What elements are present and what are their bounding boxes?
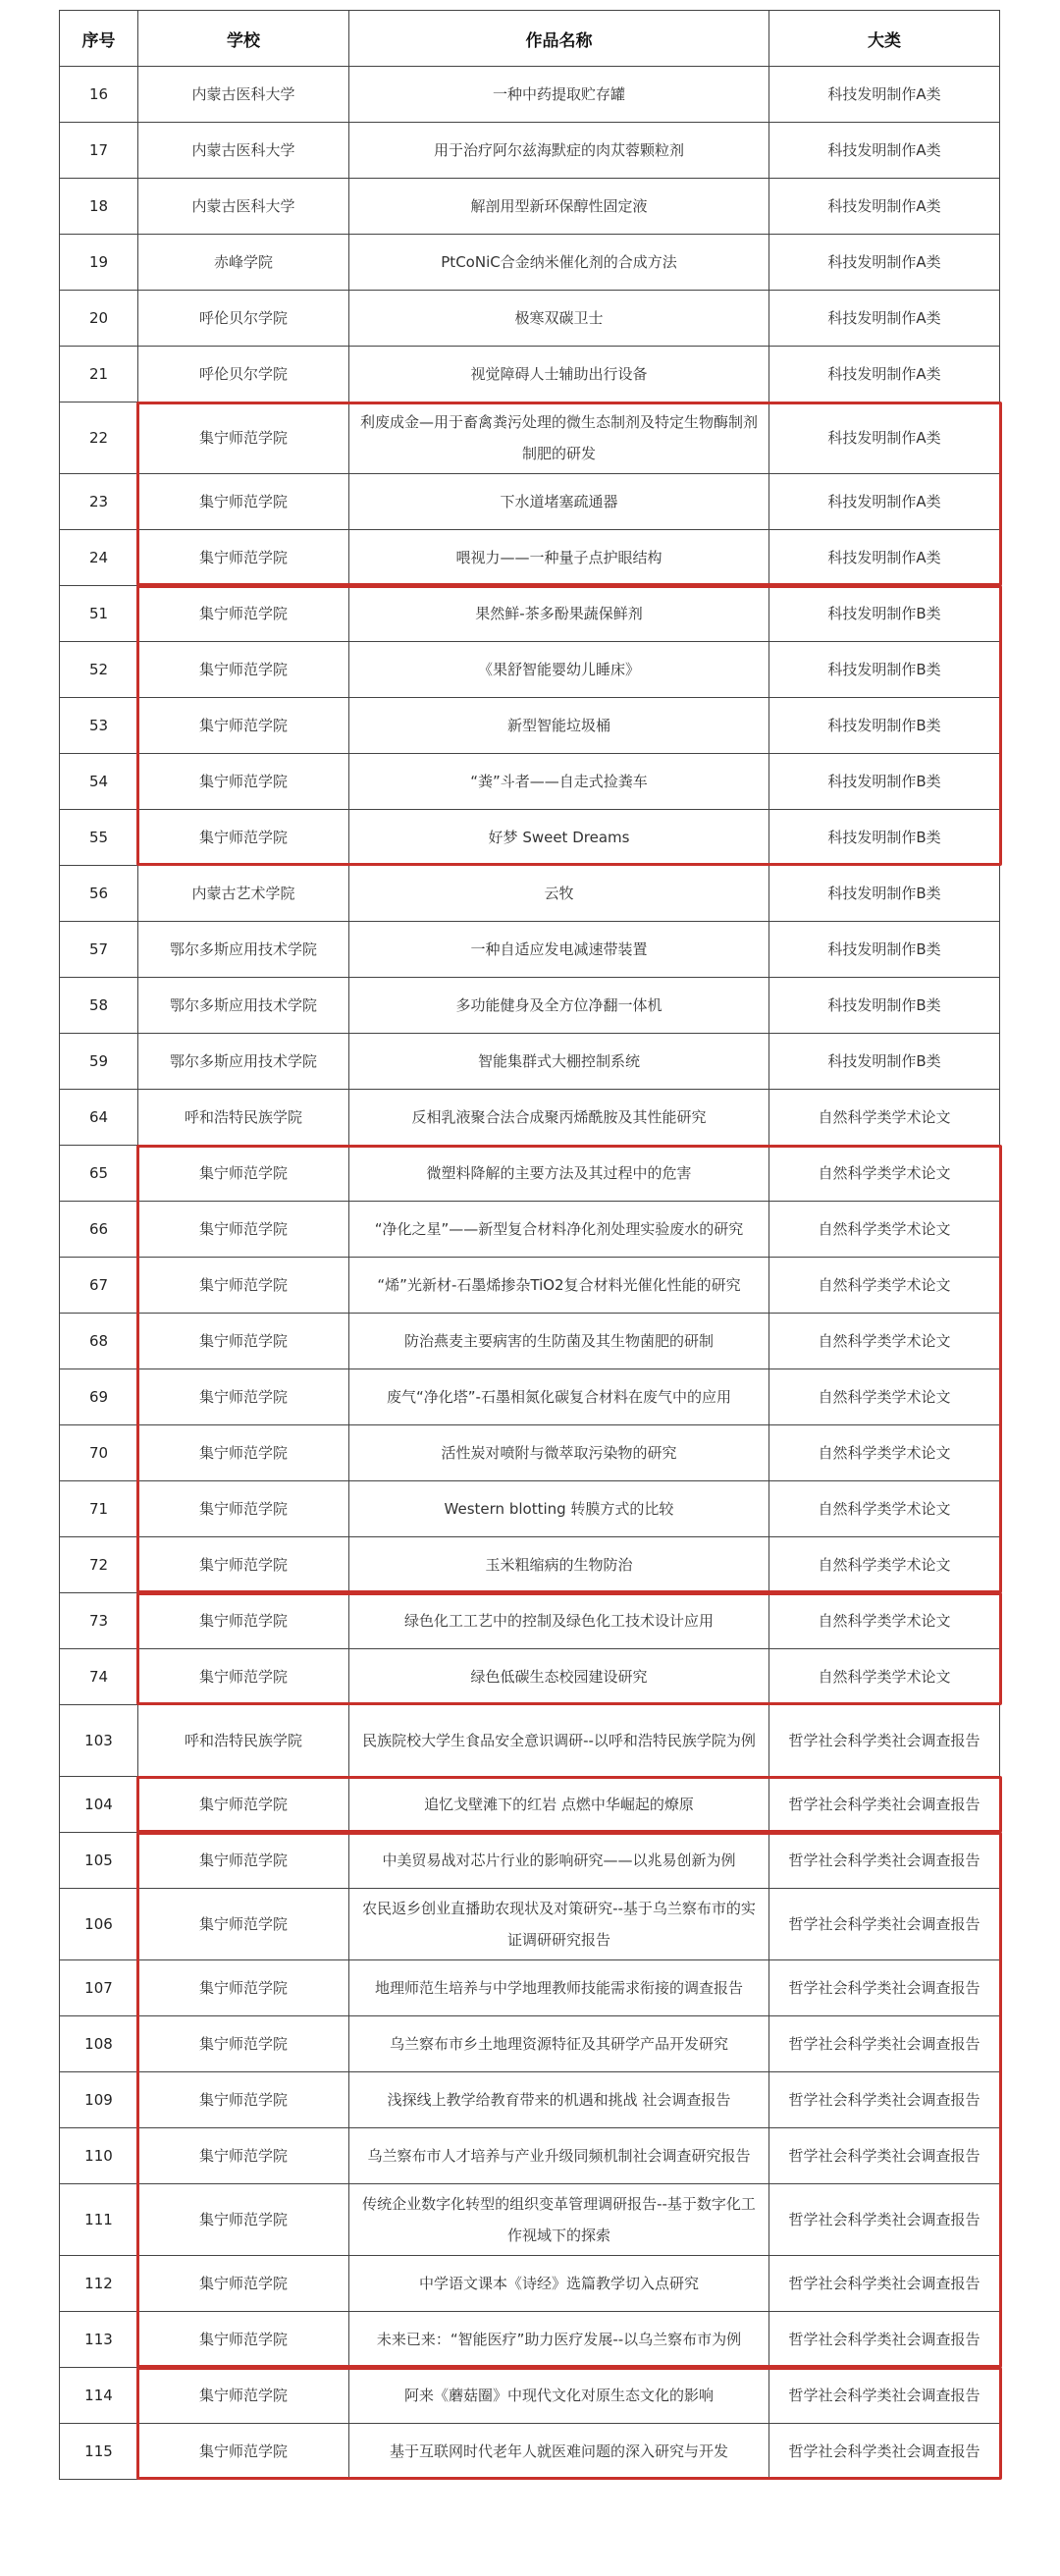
row-school: 呼伦贝尔学院	[138, 347, 349, 402]
row-category: 科技发明制作B类	[769, 978, 1000, 1034]
row-title: 未来已来：“智能医疗”助力医疗发展--以乌兰察布市为例	[349, 2312, 769, 2368]
row-title: 基于互联网时代老年人就医难问题的深入研究与开发	[349, 2424, 769, 2480]
row-school: 集宁师范学院	[138, 1777, 349, 1833]
table-row	[60, 123, 1000, 179]
table-row	[60, 291, 1000, 347]
table-row	[60, 2312, 1000, 2368]
row-title: “烯”光新材-石墨烯掺杂TiO2复合材料光催化性能的研究	[349, 1258, 769, 1314]
table-row	[60, 754, 1000, 810]
row-school: 内蒙古艺术学院	[138, 866, 349, 922]
row-number: 65	[60, 1146, 138, 1202]
row-category: 自然科学类学术论文	[769, 1258, 1000, 1314]
row-school: 集宁师范学院	[138, 2184, 349, 2256]
table-row	[60, 922, 1000, 978]
table-row	[60, 1593, 1000, 1649]
row-school: 集宁师范学院	[138, 1146, 349, 1202]
row-number: 71	[60, 1481, 138, 1537]
row-title: 乌兰察布市乡土地理资源特征及其研学产品开发研究	[349, 2016, 769, 2072]
row-number: 55	[60, 810, 138, 866]
row-title: 绿色低碳生态校园建设研究	[349, 1649, 769, 1705]
row-category: 科技发明制作A类	[769, 402, 1000, 474]
table-row	[60, 978, 1000, 1034]
row-school: 集宁师范学院	[138, 2368, 349, 2424]
row-category: 哲学社会科学类社会调查报告	[769, 1960, 1000, 2016]
row-category: 科技发明制作B类	[769, 642, 1000, 698]
table-row	[60, 530, 1000, 586]
row-category: 自然科学类学术论文	[769, 1481, 1000, 1537]
table-row	[60, 698, 1000, 754]
table-row	[60, 2128, 1000, 2184]
table-row	[60, 1258, 1000, 1314]
row-school: 内蒙古医科大学	[138, 67, 349, 123]
table-row	[60, 1537, 1000, 1593]
row-category: 哲学社会科学类社会调查报告	[769, 2256, 1000, 2312]
row-school: 集宁师范学院	[138, 698, 349, 754]
row-category: 哲学社会科学类社会调查报告	[769, 1833, 1000, 1889]
row-category: 自然科学类学术论文	[769, 1537, 1000, 1593]
row-number: 52	[60, 642, 138, 698]
row-school: 集宁师范学院	[138, 2016, 349, 2072]
row-school: 集宁师范学院	[138, 1537, 349, 1593]
row-category: 科技发明制作A类	[769, 123, 1000, 179]
table-row	[60, 2072, 1000, 2128]
row-category: 科技发明制作B类	[769, 922, 1000, 978]
row-title: 《果舒智能婴幼儿睡床》	[349, 642, 769, 698]
table-body	[60, 67, 1000, 2480]
row-title: 追忆戈壁滩下的红岩 点燃中华崛起的燎原	[349, 1777, 769, 1833]
row-school: 呼和浩特民族学院	[138, 1090, 349, 1146]
row-title: 极寒双碳卫士	[349, 291, 769, 347]
table-row	[60, 1369, 1000, 1425]
row-category: 科技发明制作B类	[769, 698, 1000, 754]
row-title: PtCoNiC合金纳米催化剂的合成方法	[349, 235, 769, 291]
row-title: 一种自适应发电减速带装置	[349, 922, 769, 978]
row-number: 103	[60, 1705, 138, 1777]
table-row	[60, 1146, 1000, 1202]
row-number: 18	[60, 179, 138, 235]
row-number: 104	[60, 1777, 138, 1833]
row-title: 中美贸易战对芯片行业的影响研究——以兆易创新为例	[349, 1833, 769, 1889]
row-number: 105	[60, 1833, 138, 1889]
row-title: 多功能健身及全方位净翻一体机	[349, 978, 769, 1034]
row-category: 自然科学类学术论文	[769, 1146, 1000, 1202]
row-title: 农民返乡创业直播助农现状及对策研究--基于乌兰察布市的实证调研研究报告	[349, 1889, 769, 1960]
table-row	[60, 474, 1000, 530]
table-row	[60, 2016, 1000, 2072]
row-number: 22	[60, 402, 138, 474]
row-school: 集宁师范学院	[138, 1593, 349, 1649]
row-number: 72	[60, 1537, 138, 1593]
row-school: 集宁师范学院	[138, 2312, 349, 2368]
table-row	[60, 1960, 1000, 2016]
row-title: 活性炭对喷附与微萃取污染物的研究	[349, 1425, 769, 1481]
row-category: 哲学社会科学类社会调查报告	[769, 1889, 1000, 1960]
table-row	[60, 1090, 1000, 1146]
table-row	[60, 642, 1000, 698]
row-title: 解剖用型新环保醇性固定液	[349, 179, 769, 235]
row-school: 集宁师范学院	[138, 1425, 349, 1481]
row-number: 54	[60, 754, 138, 810]
row-school: 鄂尔多斯应用技术学院	[138, 978, 349, 1034]
row-number: 56	[60, 866, 138, 922]
table-row	[60, 179, 1000, 235]
table-row	[60, 1425, 1000, 1481]
row-number: 51	[60, 586, 138, 642]
row-number: 111	[60, 2184, 138, 2256]
row-category: 科技发明制作B类	[769, 754, 1000, 810]
table-row	[60, 1202, 1000, 1258]
row-category: 哲学社会科学类社会调查报告	[769, 2184, 1000, 2256]
row-category: 哲学社会科学类社会调查报告	[769, 2368, 1000, 2424]
row-category: 自然科学类学术论文	[769, 1202, 1000, 1258]
row-number: 58	[60, 978, 138, 1034]
row-title: Western blotting 转膜方式的比较	[349, 1481, 769, 1537]
row-category: 自然科学类学术论文	[769, 1593, 1000, 1649]
row-school: 集宁师范学院	[138, 2256, 349, 2312]
row-school: 集宁师范学院	[138, 586, 349, 642]
row-school: 集宁师范学院	[138, 1833, 349, 1889]
row-category: 科技发明制作B类	[769, 586, 1000, 642]
row-number: 16	[60, 67, 138, 123]
table-row	[60, 347, 1000, 402]
row-category: 自然科学类学术论文	[769, 1369, 1000, 1425]
row-category: 科技发明制作B类	[769, 866, 1000, 922]
table-row	[60, 1034, 1000, 1090]
row-category: 科技发明制作A类	[769, 67, 1000, 123]
row-number: 115	[60, 2424, 138, 2480]
row-school: 集宁师范学院	[138, 2072, 349, 2128]
row-title: 云牧	[349, 866, 769, 922]
row-title: 地理师范生培养与中学地理教师技能需求衔接的调查报告	[349, 1960, 769, 2016]
row-title: 传统企业数字化转型的组织变革管理调研报告--基于数字化工作视域下的探索	[349, 2184, 769, 2256]
row-category: 哲学社会科学类社会调查报告	[769, 2072, 1000, 2128]
row-school: 呼伦贝尔学院	[138, 291, 349, 347]
table-row	[60, 1481, 1000, 1537]
row-number: 53	[60, 698, 138, 754]
row-title: 果然鲜-茶多酚果蔬保鲜剂	[349, 586, 769, 642]
header-title: 作品名称	[349, 11, 769, 67]
row-category: 科技发明制作A类	[769, 179, 1000, 235]
row-category: 哲学社会科学类社会调查报告	[769, 2128, 1000, 2184]
row-title: 阿来《蘑菇圈》中现代文化对原生态文化的影响	[349, 2368, 769, 2424]
row-number: 73	[60, 1593, 138, 1649]
row-number: 59	[60, 1034, 138, 1090]
row-school: 集宁师范学院	[138, 1202, 349, 1258]
row-school: 呼和浩特民族学院	[138, 1705, 349, 1777]
row-category: 科技发明制作A类	[769, 291, 1000, 347]
table-row	[60, 2424, 1000, 2480]
row-number: 113	[60, 2312, 138, 2368]
row-number: 74	[60, 1649, 138, 1705]
row-title: 乌兰察布市人才培养与产业升级同频机制社会调查研究报告	[349, 2128, 769, 2184]
row-school: 赤峰学院	[138, 235, 349, 291]
table-row	[60, 1705, 1000, 1777]
header-school: 学校	[138, 11, 349, 67]
row-title: 利废成金—用于畜禽粪污处理的微生态制剂及特定生物酶制剂制肥的研发	[349, 402, 769, 474]
header-category: 大类	[769, 11, 1000, 67]
row-number: 114	[60, 2368, 138, 2424]
header-number: 序号	[60, 11, 138, 67]
row-number: 21	[60, 347, 138, 402]
table-row	[60, 1889, 1000, 1960]
row-number: 107	[60, 1960, 138, 2016]
row-category: 自然科学类学术论文	[769, 1425, 1000, 1481]
row-title: 一种中药提取贮存罐	[349, 67, 769, 123]
row-number: 23	[60, 474, 138, 530]
row-number: 67	[60, 1258, 138, 1314]
row-category: 哲学社会科学类社会调查报告	[769, 2016, 1000, 2072]
row-number: 64	[60, 1090, 138, 1146]
row-school: 内蒙古医科大学	[138, 123, 349, 179]
row-number: 20	[60, 291, 138, 347]
row-school: 内蒙古医科大学	[138, 179, 349, 235]
row-number: 69	[60, 1369, 138, 1425]
table-row	[60, 586, 1000, 642]
table-row	[60, 2256, 1000, 2312]
row-number: 110	[60, 2128, 138, 2184]
row-school: 集宁师范学院	[138, 642, 349, 698]
row-title: 智能集群式大棚控制系统	[349, 1034, 769, 1090]
row-title: 中学语文课本《诗经》选篇教学切入点研究	[349, 2256, 769, 2312]
row-title: 好梦 Sweet Dreams	[349, 810, 769, 866]
row-school: 集宁师范学院	[138, 2128, 349, 2184]
row-number: 68	[60, 1314, 138, 1369]
row-category: 科技发明制作A类	[769, 235, 1000, 291]
row-school: 集宁师范学院	[138, 754, 349, 810]
results-table	[59, 10, 1000, 2480]
table-row	[60, 67, 1000, 123]
row-title: 下水道堵塞疏通器	[349, 474, 769, 530]
row-number: 17	[60, 123, 138, 179]
row-category: 自然科学类学术论文	[769, 1314, 1000, 1369]
row-category: 哲学社会科学类社会调查报告	[769, 2312, 1000, 2368]
table-row	[60, 235, 1000, 291]
row-school: 鄂尔多斯应用技术学院	[138, 1034, 349, 1090]
row-school: 集宁师范学院	[138, 1889, 349, 1960]
row-title: 用于治疗阿尔兹海默症的肉苁蓉颗粒剂	[349, 123, 769, 179]
row-school: 集宁师范学院	[138, 1481, 349, 1537]
row-title: 微塑料降解的主要方法及其过程中的危害	[349, 1146, 769, 1202]
row-school: 集宁师范学院	[138, 810, 349, 866]
row-title: “净化之星”——新型复合材料净化剂处理实验废水的研究	[349, 1202, 769, 1258]
row-number: 106	[60, 1889, 138, 1960]
row-title: 绿色化工工艺中的控制及绿色化工技术设计应用	[349, 1593, 769, 1649]
table-row	[60, 402, 1000, 474]
row-category: 科技发明制作B类	[769, 810, 1000, 866]
row-school: 集宁师范学院	[138, 1649, 349, 1705]
results-table-sheet	[59, 10, 999, 2480]
table-row	[60, 2368, 1000, 2424]
row-number: 19	[60, 235, 138, 291]
row-school: 集宁师范学院	[138, 1369, 349, 1425]
row-title: 视觉障碍人士辅助出行设备	[349, 347, 769, 402]
row-title: 防治燕麦主要病害的生防菌及其生物菌肥的研制	[349, 1314, 769, 1369]
row-title: 浅探线上教学给教育带来的机遇和挑战 社会调查报告	[349, 2072, 769, 2128]
row-title: 新型智能垃圾桶	[349, 698, 769, 754]
table-row	[60, 1833, 1000, 1889]
row-number: 108	[60, 2016, 138, 2072]
table-row	[60, 1649, 1000, 1705]
row-school: 集宁师范学院	[138, 2424, 349, 2480]
row-title: 反相乳液聚合法合成聚丙烯酰胺及其性能研究	[349, 1090, 769, 1146]
row-category: 科技发明制作A类	[769, 347, 1000, 402]
table-row	[60, 2184, 1000, 2256]
row-number: 24	[60, 530, 138, 586]
row-title: “粪”斗者——自走式捡粪车	[349, 754, 769, 810]
row-category: 哲学社会科学类社会调查报告	[769, 1705, 1000, 1777]
row-category: 科技发明制作A类	[769, 530, 1000, 586]
table-header-row	[60, 11, 1000, 67]
row-number: 57	[60, 922, 138, 978]
row-school: 集宁师范学院	[138, 1258, 349, 1314]
row-number: 66	[60, 1202, 138, 1258]
row-title: 玉米粗缩病的生物防治	[349, 1537, 769, 1593]
row-number: 70	[60, 1425, 138, 1481]
row-category: 自然科学类学术论文	[769, 1090, 1000, 1146]
row-category: 科技发明制作B类	[769, 1034, 1000, 1090]
row-title: 喂视力——一种量子点护眼结构	[349, 530, 769, 586]
row-title: 民族院校大学生食品安全意识调研--以呼和浩特民族学院为例	[349, 1705, 769, 1777]
row-category: 科技发明制作A类	[769, 474, 1000, 530]
row-school: 集宁师范学院	[138, 1960, 349, 2016]
table-row	[60, 1777, 1000, 1833]
table-row	[60, 1314, 1000, 1369]
row-school: 集宁师范学院	[138, 530, 349, 586]
row-number: 109	[60, 2072, 138, 2128]
row-school: 集宁师范学院	[138, 1314, 349, 1369]
row-category: 哲学社会科学类社会调查报告	[769, 1777, 1000, 1833]
table-row	[60, 810, 1000, 866]
row-school: 集宁师范学院	[138, 474, 349, 530]
row-number: 112	[60, 2256, 138, 2312]
row-category: 自然科学类学术论文	[769, 1649, 1000, 1705]
table-row	[60, 866, 1000, 922]
row-school: 集宁师范学院	[138, 402, 349, 474]
row-title: 废气“净化塔”-石墨相氮化碳复合材料在废气中的应用	[349, 1369, 769, 1425]
row-category: 哲学社会科学类社会调查报告	[769, 2424, 1000, 2480]
row-school: 鄂尔多斯应用技术学院	[138, 922, 349, 978]
